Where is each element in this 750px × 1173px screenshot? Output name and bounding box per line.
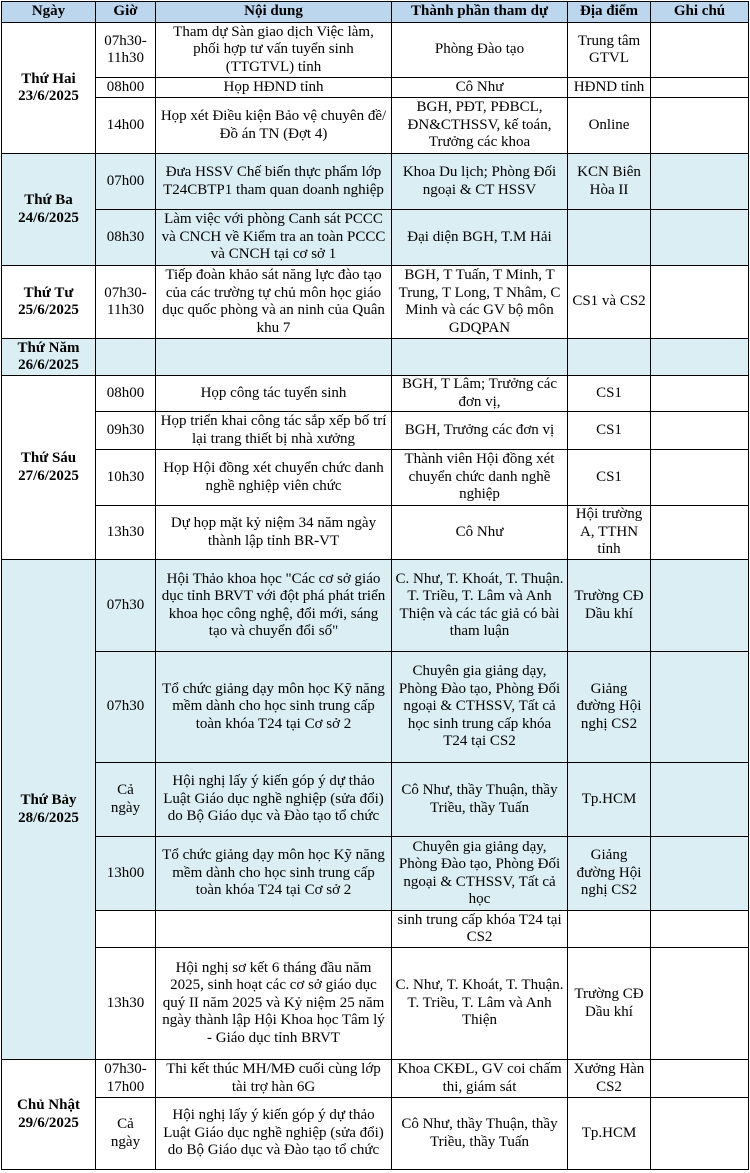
participants-cell: C. Như, T. Khoát, T. Thuận. T. Triều, T. Lâm và Anh Thiện xyxy=(392,948,568,1060)
participants-cell: Cô Như xyxy=(392,506,568,560)
participants-cell: Khoa Du lịch; Phòng Đối ngoại & CT HSSV xyxy=(392,154,568,210)
content-cell: Tổ chức giảng dạy môn học Kỹ năng mềm dành cho học sinh trung cấp toàn khóa T24 tại Cơ sở 2 xyxy=(156,652,392,763)
table-row xyxy=(2,1060,749,1098)
note-cell xyxy=(651,450,749,506)
participants-cell: Phòng Đào tạo xyxy=(392,23,568,78)
time-cell: 09h30 xyxy=(96,412,156,450)
header-location: Địa điểm xyxy=(568,2,651,23)
day-date: 26/6/2025 xyxy=(18,357,79,373)
day-date: 28/6/2025 xyxy=(18,809,79,826)
time-cell: 08h30 xyxy=(96,210,156,266)
location-cell: Online xyxy=(568,98,651,154)
content-cell: Tổ chức giảng dạy môn học Kỹ năng mềm dành cho học sinh trung cấp toàn khóa T24 tại Cơ sở 2 xyxy=(156,837,392,911)
time-cell: Cả ngày xyxy=(96,1098,156,1170)
table-row xyxy=(2,154,749,210)
content-cell: Đưa HSSV Chế biến thực phẩm lớp T24CBTP1 tham quan doanh nghiệp xyxy=(156,154,392,210)
table-row xyxy=(2,339,749,376)
day-cell xyxy=(2,560,96,1060)
participants-cell xyxy=(392,339,568,376)
time-cell: 14h00 xyxy=(96,98,156,154)
content-cell: Làm việc với phòng Canh sát PCCC và CNCH về Kiểm tra an toàn PCCC và CNCH tại cơ sở 1 xyxy=(156,210,392,266)
table-row xyxy=(2,560,749,652)
content-cell: Hội nghị sơ kết 6 tháng đầu năm 2025, sinh hoạt các cơ sở giáo dục quý II năm 2025 và Kỷ niệm 25 năm ngày thành lập Hội Khoa học Tâm lý - Giáo dục tỉnh BRVT xyxy=(156,948,392,1060)
note-cell xyxy=(651,339,749,376)
header-day: Ngày xyxy=(2,2,96,23)
time-cell: 07h30 xyxy=(96,652,156,763)
location-cell: Hội trường A, TTHN tỉnh xyxy=(568,506,651,560)
content-cell: Họp triển khai công tác sắp xếp bố trí lại trang thiết bị nhà xưởng xyxy=(156,412,392,450)
note-cell xyxy=(651,376,749,412)
header-participants: Thành phần tham dự xyxy=(392,2,568,23)
location-cell: HĐND tỉnh xyxy=(568,78,651,98)
schedule-table xyxy=(1,1,749,1170)
day-name: Chủ Nhật xyxy=(17,1097,80,1113)
participants-cell: sinh trung cấp khóa T24 tại CS2 xyxy=(392,911,568,948)
time-cell: 13h30 xyxy=(96,506,156,560)
note-cell xyxy=(651,911,749,948)
note-cell xyxy=(651,78,749,98)
time-cell: 07h30- 11h30 xyxy=(96,23,156,78)
location-cell xyxy=(568,911,651,948)
participants-cell: Chuyên gia giảng dạy, Phòng Đào tạo, Phòng Đối ngoại & CTHSSV, Tất cả học sinh trung cấp khóa T24 tại CS2 xyxy=(392,652,568,763)
table-row xyxy=(2,210,749,266)
note-cell xyxy=(651,266,749,339)
header-note: Ghi chú xyxy=(651,2,749,23)
table-row xyxy=(2,506,749,560)
participants-cell: C. Như, T. Khoát, T. Thuận. T. Triều, T. Lâm và Anh Thiện và các tác giả có bài tham luận xyxy=(392,560,568,652)
time-cell: 07h30- 11h30 xyxy=(96,266,156,339)
content-cell: Họp công tác tuyển sinh xyxy=(156,376,392,412)
day-cell xyxy=(2,23,96,154)
note-cell xyxy=(651,506,749,560)
day-date: 25/6/2025 xyxy=(18,302,79,318)
table-row xyxy=(2,652,749,763)
participants-cell: Cô Như, thầy Thuận, thầy Triều, thầy Tuấn xyxy=(392,1098,568,1170)
location-cell: KCN Biên Hòa II xyxy=(568,154,651,210)
location-cell: Trung tâm GTVL xyxy=(568,23,651,78)
note-cell xyxy=(651,210,749,266)
table-row xyxy=(2,23,749,78)
location-cell: Giảng đường Hội nghị CS2 xyxy=(568,837,651,911)
day-name: Thứ Tư xyxy=(23,284,74,301)
day-name: Thứ Bảy xyxy=(20,792,77,808)
day-name: Thứ Hai xyxy=(21,70,76,87)
table-row xyxy=(2,412,749,450)
table-row xyxy=(2,763,749,837)
note-cell xyxy=(651,948,749,1060)
content-cell: Hội Thảo khoa học "Các cơ sở giáo dục tỉnh BRVT với đột phá phát triển khoa học công nghệ, đổi mới, sáng tạo và chuyển đổi số" xyxy=(156,560,392,652)
note-cell xyxy=(651,652,749,763)
day-cell xyxy=(2,376,96,560)
time-cell: 13h00 xyxy=(96,837,156,911)
table-row xyxy=(2,948,749,1060)
day-name: Thứ Ba xyxy=(24,192,73,208)
location-cell: CS1 xyxy=(568,376,651,412)
location-cell: CS1 xyxy=(568,412,651,450)
time-cell: 10h30 xyxy=(96,450,156,506)
day-name: Thứ Năm xyxy=(17,339,80,356)
day-date: 27/6/2025 xyxy=(18,467,79,484)
participants-cell: Cô Như, thầy Thuận, thầy Triều, thầy Tuấn xyxy=(392,763,568,837)
header-time: Giờ xyxy=(96,2,156,23)
content-cell: Họp xét Điều kiện Bảo vệ chuyên đề/ Đồ án TN (Đợt 4) xyxy=(156,98,392,154)
time-cell xyxy=(96,911,156,948)
note-cell xyxy=(651,98,749,154)
time-cell xyxy=(96,339,156,376)
table-row xyxy=(2,837,749,911)
content-cell: Tham dự Sàn giao dịch Việc làm, phối hợp tư vấn tuyển sinh (TTGTVL) tỉnh xyxy=(156,23,392,78)
table-row xyxy=(2,266,749,339)
participants-cell: Thành viên Hội đồng xét chuyển chức danh nghề nghiệp xyxy=(392,450,568,506)
note-cell xyxy=(651,23,749,78)
content-cell: Họp HĐND tỉnh xyxy=(156,78,392,98)
content-cell: Hội nghị lấy ý kiến góp ý dự thảo Luật Giáo dục nghề nghiệp (sửa đổi) do Bộ Giáo dục và Đào tạo tổ chức xyxy=(156,1098,392,1170)
day-cell xyxy=(2,339,96,376)
time-cell: 08h00 xyxy=(96,376,156,412)
day-cell xyxy=(2,154,96,266)
location-cell: Trường CĐ Dầu khí xyxy=(568,560,651,652)
day-date: 23/6/2025 xyxy=(18,88,79,104)
content-cell: Hội nghị lấy ý kiến góp ý dự thảo Luật Giáo dục nghề nghiệp (sửa đổi) do Bộ Giáo dục và Đào tạo tổ chức xyxy=(156,763,392,837)
table-row xyxy=(2,376,749,412)
participants-cell: Chuyên gia giảng dạy, Phòng Đào tạo, Phòng Đối ngoại & CTHSSV, Tất cả học xyxy=(392,837,568,911)
note-cell xyxy=(651,154,749,210)
content-cell: Thi kết thúc MH/MĐ cuối cùng lớp tài trợ hàn 6G xyxy=(156,1060,392,1098)
header-content: Nội dung xyxy=(156,2,392,23)
time-cell: 08h00 xyxy=(96,78,156,98)
location-cell: Giảng đường Hội nghị CS2 xyxy=(568,652,651,763)
note-cell xyxy=(651,763,749,837)
participants-cell: BGH, T Tuấn, T Minh, T Trung, T Long, T Nhâm, C Minh và các GV bộ môn GDQPAN xyxy=(392,266,568,339)
time-cell: 13h30 xyxy=(96,948,156,1060)
table-row xyxy=(2,450,749,506)
participants-cell: BGH, T Lâm; Trưởng các đơn vị, xyxy=(392,376,568,412)
participants-cell: Đại diện BGH, T.M Hải xyxy=(392,210,568,266)
location-cell xyxy=(568,339,651,376)
note-cell xyxy=(651,412,749,450)
location-cell xyxy=(568,210,651,266)
participants-cell: Cô Như xyxy=(392,78,568,98)
content-cell: Dự họp mặt kỷ niệm 34 năm ngày thành lập tỉnh BR-VT xyxy=(156,506,392,560)
time-cell: 07h30- 17h00 xyxy=(96,1060,156,1098)
location-cell: Tp.HCM xyxy=(568,1098,651,1170)
participants-cell: Khoa CKĐL, GV coi chấm thi, giám sát xyxy=(392,1060,568,1098)
participants-cell: BGH, PĐT, PĐBCL, ĐN&CTHSSV, kế toán, Trưởng các khoa xyxy=(392,98,568,154)
location-cell: Xưởng Hàn CS2 xyxy=(568,1060,651,1098)
table-row xyxy=(2,78,749,98)
header-row xyxy=(2,2,749,23)
day-name: Thứ Sáu xyxy=(20,450,77,466)
table-row xyxy=(2,911,749,948)
day-cell xyxy=(2,266,96,339)
participants-cell: BGH, Trưởng các đơn vị xyxy=(392,412,568,450)
content-cell: Tiếp đoàn khảo sát năng lực đào tạo của các trường tự chủ môn học giáo dục quốc phòng và an ninh của Quân khu 7 xyxy=(156,266,392,339)
note-cell xyxy=(651,560,749,652)
note-cell xyxy=(651,1098,749,1170)
time-cell: 07h00 xyxy=(96,154,156,210)
note-cell xyxy=(651,1060,749,1098)
content-cell xyxy=(156,339,392,376)
content-cell xyxy=(156,911,392,948)
time-cell: 07h30 xyxy=(96,560,156,652)
location-cell: CS1 xyxy=(568,450,651,506)
note-cell xyxy=(651,837,749,911)
day-date: 24/6/2025 xyxy=(18,209,79,226)
location-cell: CS1 và CS2 xyxy=(568,266,651,339)
day-cell xyxy=(2,1060,96,1170)
table-row xyxy=(2,1098,749,1170)
day-date: 29/6/2025 xyxy=(18,1114,79,1131)
content-cell: Họp Hội đồng xét chuyển chức danh nghề nghiệp viên chức xyxy=(156,450,392,506)
location-cell: Tp.HCM xyxy=(568,763,651,837)
time-cell: Cả ngày xyxy=(96,763,156,837)
location-cell: Trường CĐ Dầu khí xyxy=(568,948,651,1060)
table-row xyxy=(2,98,749,154)
